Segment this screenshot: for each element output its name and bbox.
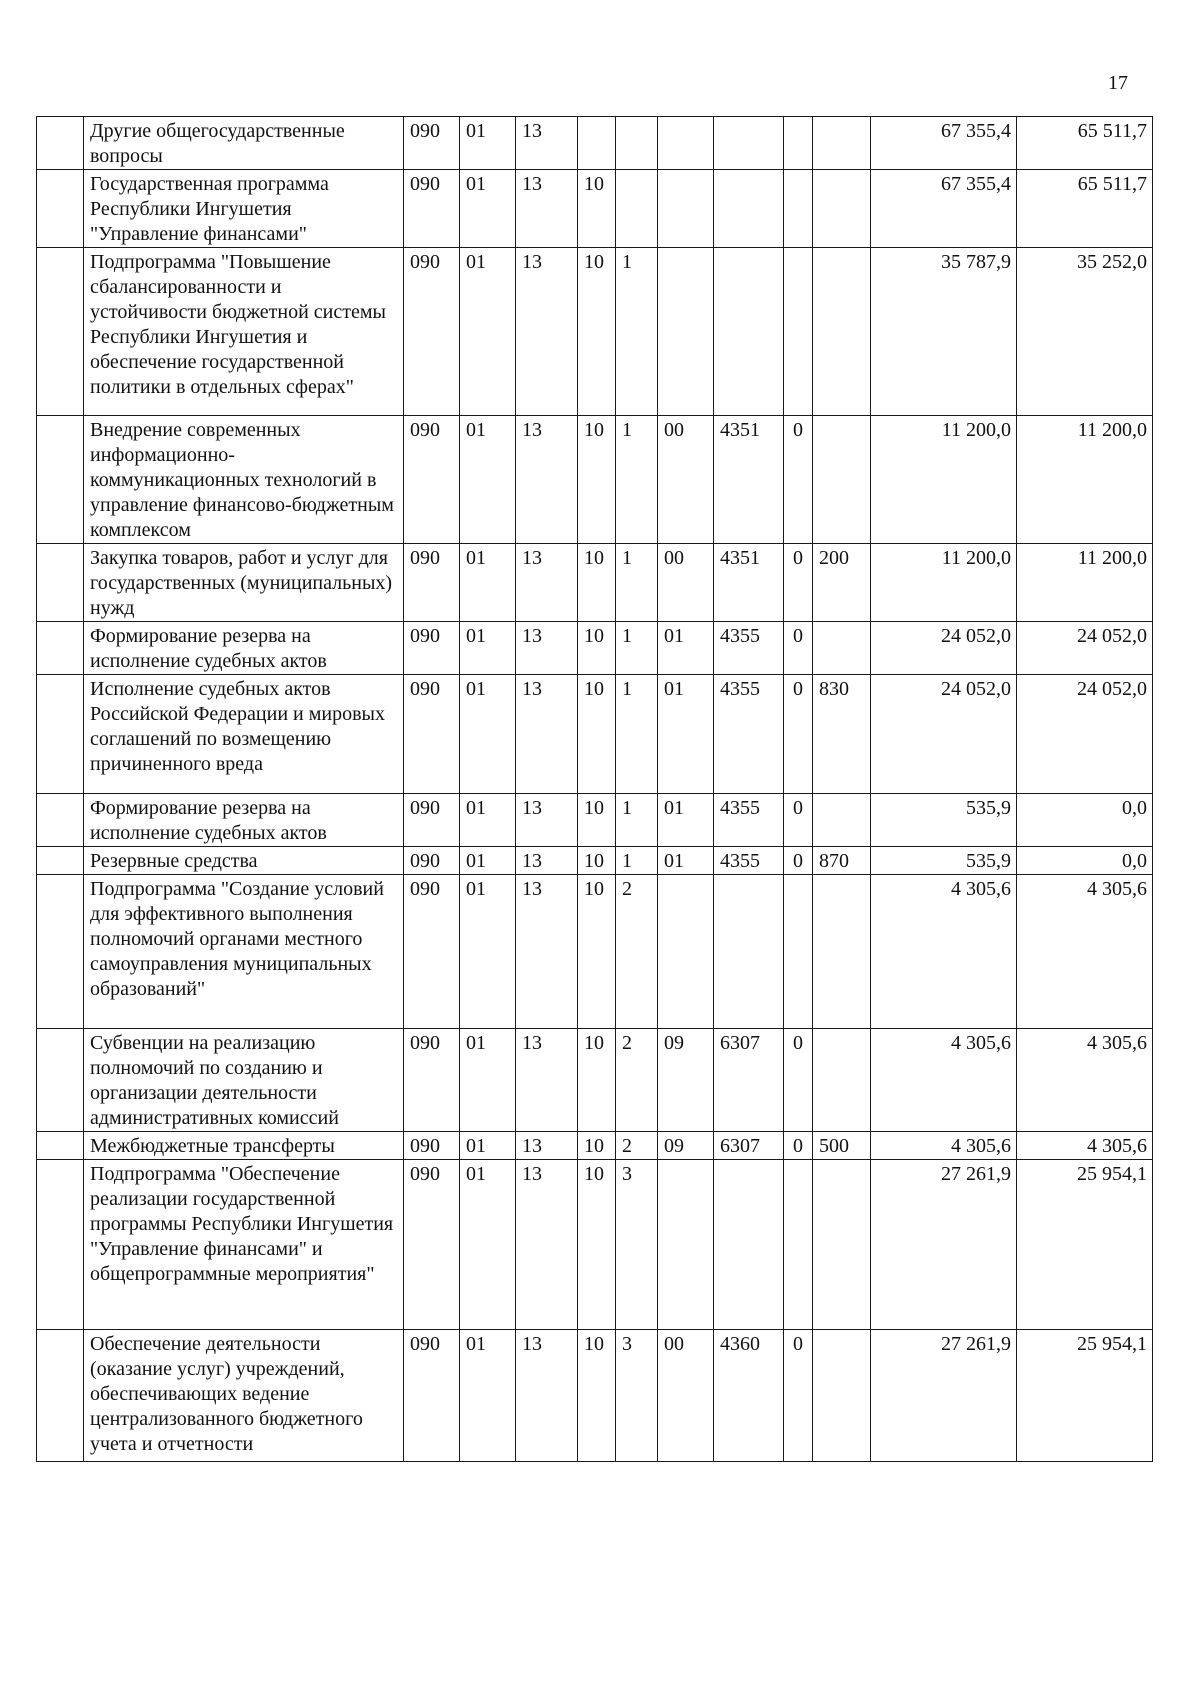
- code-subprogram: 2: [616, 1132, 658, 1160]
- amount-2: 25 954,1: [1017, 1160, 1153, 1330]
- amount-1: 11 200,0: [871, 416, 1017, 544]
- code-subprogram: 1: [616, 248, 658, 416]
- budget-table: [36, 116, 1153, 1462]
- row-number-cell: [37, 875, 84, 1029]
- code-section: 01: [460, 622, 516, 675]
- code-main-event: 01: [658, 622, 714, 675]
- table-row: [37, 170, 1153, 248]
- code-subsection: 13: [516, 117, 578, 170]
- code-direction: 4355: [714, 675, 784, 794]
- code-subsection: 13: [516, 248, 578, 416]
- code-expense-type: 200: [813, 544, 871, 622]
- code-gov: 090: [404, 1330, 460, 1462]
- code-gov: 090: [404, 1029, 460, 1132]
- code-direction: 6307: [714, 1132, 784, 1160]
- amount-1: 27 261,9: [871, 1160, 1017, 1330]
- code-extra: 0: [784, 1330, 813, 1462]
- code-section: 01: [460, 1330, 516, 1462]
- code-expense-type: [813, 622, 871, 675]
- table-row: [37, 875, 1153, 1029]
- row-number-cell: [37, 117, 84, 170]
- code-direction: 4360: [714, 1330, 784, 1462]
- table-row: [37, 1029, 1153, 1132]
- amount-2: 11 200,0: [1017, 416, 1153, 544]
- amount-1: 535,9: [871, 794, 1017, 847]
- code-section: 01: [460, 1160, 516, 1330]
- code-program: 10: [578, 1160, 616, 1330]
- amount-2: 35 252,0: [1017, 248, 1153, 416]
- code-subprogram: 3: [616, 1330, 658, 1462]
- code-subprogram: [616, 117, 658, 170]
- amount-2: 11 200,0: [1017, 544, 1153, 622]
- code-direction: 6307: [714, 1029, 784, 1132]
- row-name: Исполнение судебных актов Российской Федерации и мировых соглашений по возмещению причиненного вреда: [84, 675, 404, 794]
- row-name: Внедрение современных информационно-коммуникационных технологий в управление финансово-бюджетным комплексом: [84, 416, 404, 544]
- code-expense-type: [813, 875, 871, 1029]
- code-section: 01: [460, 416, 516, 544]
- amount-2: 25 954,1: [1017, 1330, 1153, 1462]
- table-row: [37, 1132, 1153, 1160]
- table-row: [37, 1160, 1153, 1330]
- code-section: 01: [460, 117, 516, 170]
- amount-1: 11 200,0: [871, 544, 1017, 622]
- code-extra: 0: [784, 1029, 813, 1132]
- row-name: Подпрограмма "Создание условий для эффективного выполнения полномочий органами местного самоуправления муниципальных образований": [84, 875, 404, 1029]
- code-subprogram: 1: [616, 416, 658, 544]
- amount-2: 65 511,7: [1017, 170, 1153, 248]
- code-gov: 090: [404, 1132, 460, 1160]
- code-subsection: 13: [516, 675, 578, 794]
- row-number-cell: [37, 1132, 84, 1160]
- row-number-cell: [37, 248, 84, 416]
- amount-1: 535,9: [871, 847, 1017, 875]
- code-program: 10: [578, 675, 616, 794]
- code-expense-type: 870: [813, 847, 871, 875]
- code-section: 01: [460, 794, 516, 847]
- code-subprogram: 1: [616, 622, 658, 675]
- code-gov: 090: [404, 875, 460, 1029]
- code-main-event: [658, 875, 714, 1029]
- code-subprogram: 1: [616, 847, 658, 875]
- row-name: Формирование резерва на исполнение судебных актов: [84, 794, 404, 847]
- code-extra: 0: [784, 675, 813, 794]
- row-name: Формирование резерва на исполнение судебных актов: [84, 622, 404, 675]
- amount-1: 4 305,6: [871, 875, 1017, 1029]
- code-gov: 090: [404, 117, 460, 170]
- code-subsection: 13: [516, 1330, 578, 1462]
- code-program: 10: [578, 875, 616, 1029]
- code-section: 01: [460, 875, 516, 1029]
- code-section: 01: [460, 170, 516, 248]
- code-subsection: 13: [516, 1029, 578, 1132]
- code-program: 10: [578, 847, 616, 875]
- code-subsection: 13: [516, 1132, 578, 1160]
- code-main-event: 09: [658, 1029, 714, 1132]
- amount-1: 4 305,6: [871, 1132, 1017, 1160]
- row-name: Субвенции на реализацию полномочий по созданию и организации деятельности административных комиссий: [84, 1029, 404, 1132]
- code-direction: 4351: [714, 416, 784, 544]
- code-program: 10: [578, 416, 616, 544]
- code-subsection: 13: [516, 170, 578, 248]
- code-expense-type: [813, 117, 871, 170]
- code-direction: [714, 875, 784, 1029]
- code-expense-type: [813, 1029, 871, 1132]
- code-program: 10: [578, 794, 616, 847]
- code-subprogram: 1: [616, 794, 658, 847]
- row-number-cell: [37, 847, 84, 875]
- row-name: Резервные средства: [84, 847, 404, 875]
- table-row: [37, 544, 1153, 622]
- amount-2: 4 305,6: [1017, 1029, 1153, 1132]
- code-subsection: 13: [516, 875, 578, 1029]
- code-main-event: 09: [658, 1132, 714, 1160]
- code-gov: 090: [404, 170, 460, 248]
- table-row: [37, 117, 1153, 170]
- code-section: 01: [460, 675, 516, 794]
- code-gov: 090: [404, 794, 460, 847]
- code-gov: 090: [404, 622, 460, 675]
- code-gov: 090: [404, 1160, 460, 1330]
- code-section: 01: [460, 1132, 516, 1160]
- code-direction: [714, 117, 784, 170]
- code-main-event: 01: [658, 794, 714, 847]
- amount-1: 35 787,9: [871, 248, 1017, 416]
- amount-1: 67 355,4: [871, 170, 1017, 248]
- code-section: 01: [460, 1029, 516, 1132]
- code-main-event: 01: [658, 847, 714, 875]
- code-extra: 0: [784, 622, 813, 675]
- code-section: 01: [460, 544, 516, 622]
- code-section: 01: [460, 847, 516, 875]
- code-expense-type: [813, 1330, 871, 1462]
- table-row: [37, 675, 1153, 794]
- code-subprogram: 1: [616, 675, 658, 794]
- code-direction: 4355: [714, 847, 784, 875]
- row-name: Подпрограмма "Повышение сбалансированности и устойчивости бюджетной системы Республики Ингушетия и обеспечение государственной политики в отдельных сферах": [84, 248, 404, 416]
- row-name: Другие общегосударственные вопросы: [84, 117, 404, 170]
- code-extra: 0: [784, 1132, 813, 1160]
- code-subsection: 13: [516, 847, 578, 875]
- row-number-cell: [37, 1029, 84, 1132]
- row-number-cell: [37, 544, 84, 622]
- amount-1: 4 305,6: [871, 1029, 1017, 1132]
- code-program: 10: [578, 544, 616, 622]
- code-extra: [784, 248, 813, 416]
- code-section: 01: [460, 248, 516, 416]
- code-program: [578, 117, 616, 170]
- table-row: [37, 248, 1153, 416]
- amount-1: 24 052,0: [871, 622, 1017, 675]
- code-main-event: [658, 170, 714, 248]
- table-row: [37, 847, 1153, 875]
- code-subprogram: [616, 170, 658, 248]
- code-main-event: [658, 117, 714, 170]
- amount-2: 24 052,0: [1017, 675, 1153, 794]
- row-number-cell: [37, 416, 84, 544]
- row-number-cell: [37, 675, 84, 794]
- code-gov: 090: [404, 847, 460, 875]
- row-number-cell: [37, 170, 84, 248]
- amount-2: 4 305,6: [1017, 875, 1153, 1029]
- code-extra: [784, 875, 813, 1029]
- code-gov: 090: [404, 416, 460, 544]
- code-direction: [714, 248, 784, 416]
- row-number-cell: [37, 1160, 84, 1330]
- code-subprogram: 3: [616, 1160, 658, 1330]
- code-extra: 0: [784, 847, 813, 875]
- row-number-cell: [37, 1330, 84, 1462]
- code-direction: 4355: [714, 622, 784, 675]
- code-direction: 4355: [714, 794, 784, 847]
- code-subsection: 13: [516, 1160, 578, 1330]
- amount-2: 0,0: [1017, 847, 1153, 875]
- code-gov: 090: [404, 248, 460, 416]
- code-main-event: [658, 248, 714, 416]
- row-name: Межбюджетные трансферты: [84, 1132, 404, 1160]
- code-main-event: 00: [658, 1330, 714, 1462]
- amount-1: 67 355,4: [871, 117, 1017, 170]
- code-expense-type: 830: [813, 675, 871, 794]
- code-main-event: 01: [658, 675, 714, 794]
- code-program: 10: [578, 1330, 616, 1462]
- code-program: 10: [578, 170, 616, 248]
- code-subsection: 13: [516, 794, 578, 847]
- table-row: [37, 416, 1153, 544]
- code-direction: [714, 170, 784, 248]
- code-expense-type: [813, 1160, 871, 1330]
- amount-2: 24 052,0: [1017, 622, 1153, 675]
- row-name: Государственная программа Республики Ингушетия "Управление финансами": [84, 170, 404, 248]
- code-subsection: 13: [516, 622, 578, 675]
- code-program: 10: [578, 622, 616, 675]
- code-extra: 0: [784, 416, 813, 544]
- code-direction: [714, 1160, 784, 1330]
- amount-2: 65 511,7: [1017, 117, 1153, 170]
- code-main-event: [658, 1160, 714, 1330]
- amount-2: 0,0: [1017, 794, 1153, 847]
- table-body: [37, 117, 1153, 1462]
- code-main-event: 00: [658, 416, 714, 544]
- code-expense-type: [813, 416, 871, 544]
- code-subprogram: 1: [616, 544, 658, 622]
- code-program: 10: [578, 248, 616, 416]
- code-extra: [784, 117, 813, 170]
- code-program: 10: [578, 1029, 616, 1132]
- code-main-event: 00: [658, 544, 714, 622]
- row-number-cell: [37, 622, 84, 675]
- amount-1: 27 261,9: [871, 1330, 1017, 1462]
- page-number: 17: [1108, 72, 1128, 94]
- amount-2: 4 305,6: [1017, 1132, 1153, 1160]
- code-gov: 090: [404, 544, 460, 622]
- row-name: Подпрограмма "Обеспечение реализации государственной программы Республики Ингушетия "Управление финансами" и общепрограммные мероприятия": [84, 1160, 404, 1330]
- code-extra: 0: [784, 794, 813, 847]
- code-subsection: 13: [516, 544, 578, 622]
- amount-1: 24 052,0: [871, 675, 1017, 794]
- code-direction: 4351: [714, 544, 784, 622]
- code-expense-type: 500: [813, 1132, 871, 1160]
- code-extra: [784, 1160, 813, 1330]
- row-name: Закупка товаров, работ и услуг для государственных (муниципальных) нужд: [84, 544, 404, 622]
- table-row: [37, 794, 1153, 847]
- code-expense-type: [813, 794, 871, 847]
- row-number-cell: [37, 794, 84, 847]
- code-subprogram: 2: [616, 1029, 658, 1132]
- row-name: Обеспечение деятельности (оказание услуг) учреждений, обеспечивающих ведение централизованного бюджетного учета и отчетности: [84, 1330, 404, 1462]
- code-gov: 090: [404, 675, 460, 794]
- code-subsection: 13: [516, 416, 578, 544]
- code-subprogram: 2: [616, 875, 658, 1029]
- code-extra: 0: [784, 544, 813, 622]
- code-expense-type: [813, 248, 871, 416]
- code-program: 10: [578, 1132, 616, 1160]
- table-row: [37, 622, 1153, 675]
- code-extra: [784, 170, 813, 248]
- table-row: [37, 1330, 1153, 1462]
- code-expense-type: [813, 170, 871, 248]
